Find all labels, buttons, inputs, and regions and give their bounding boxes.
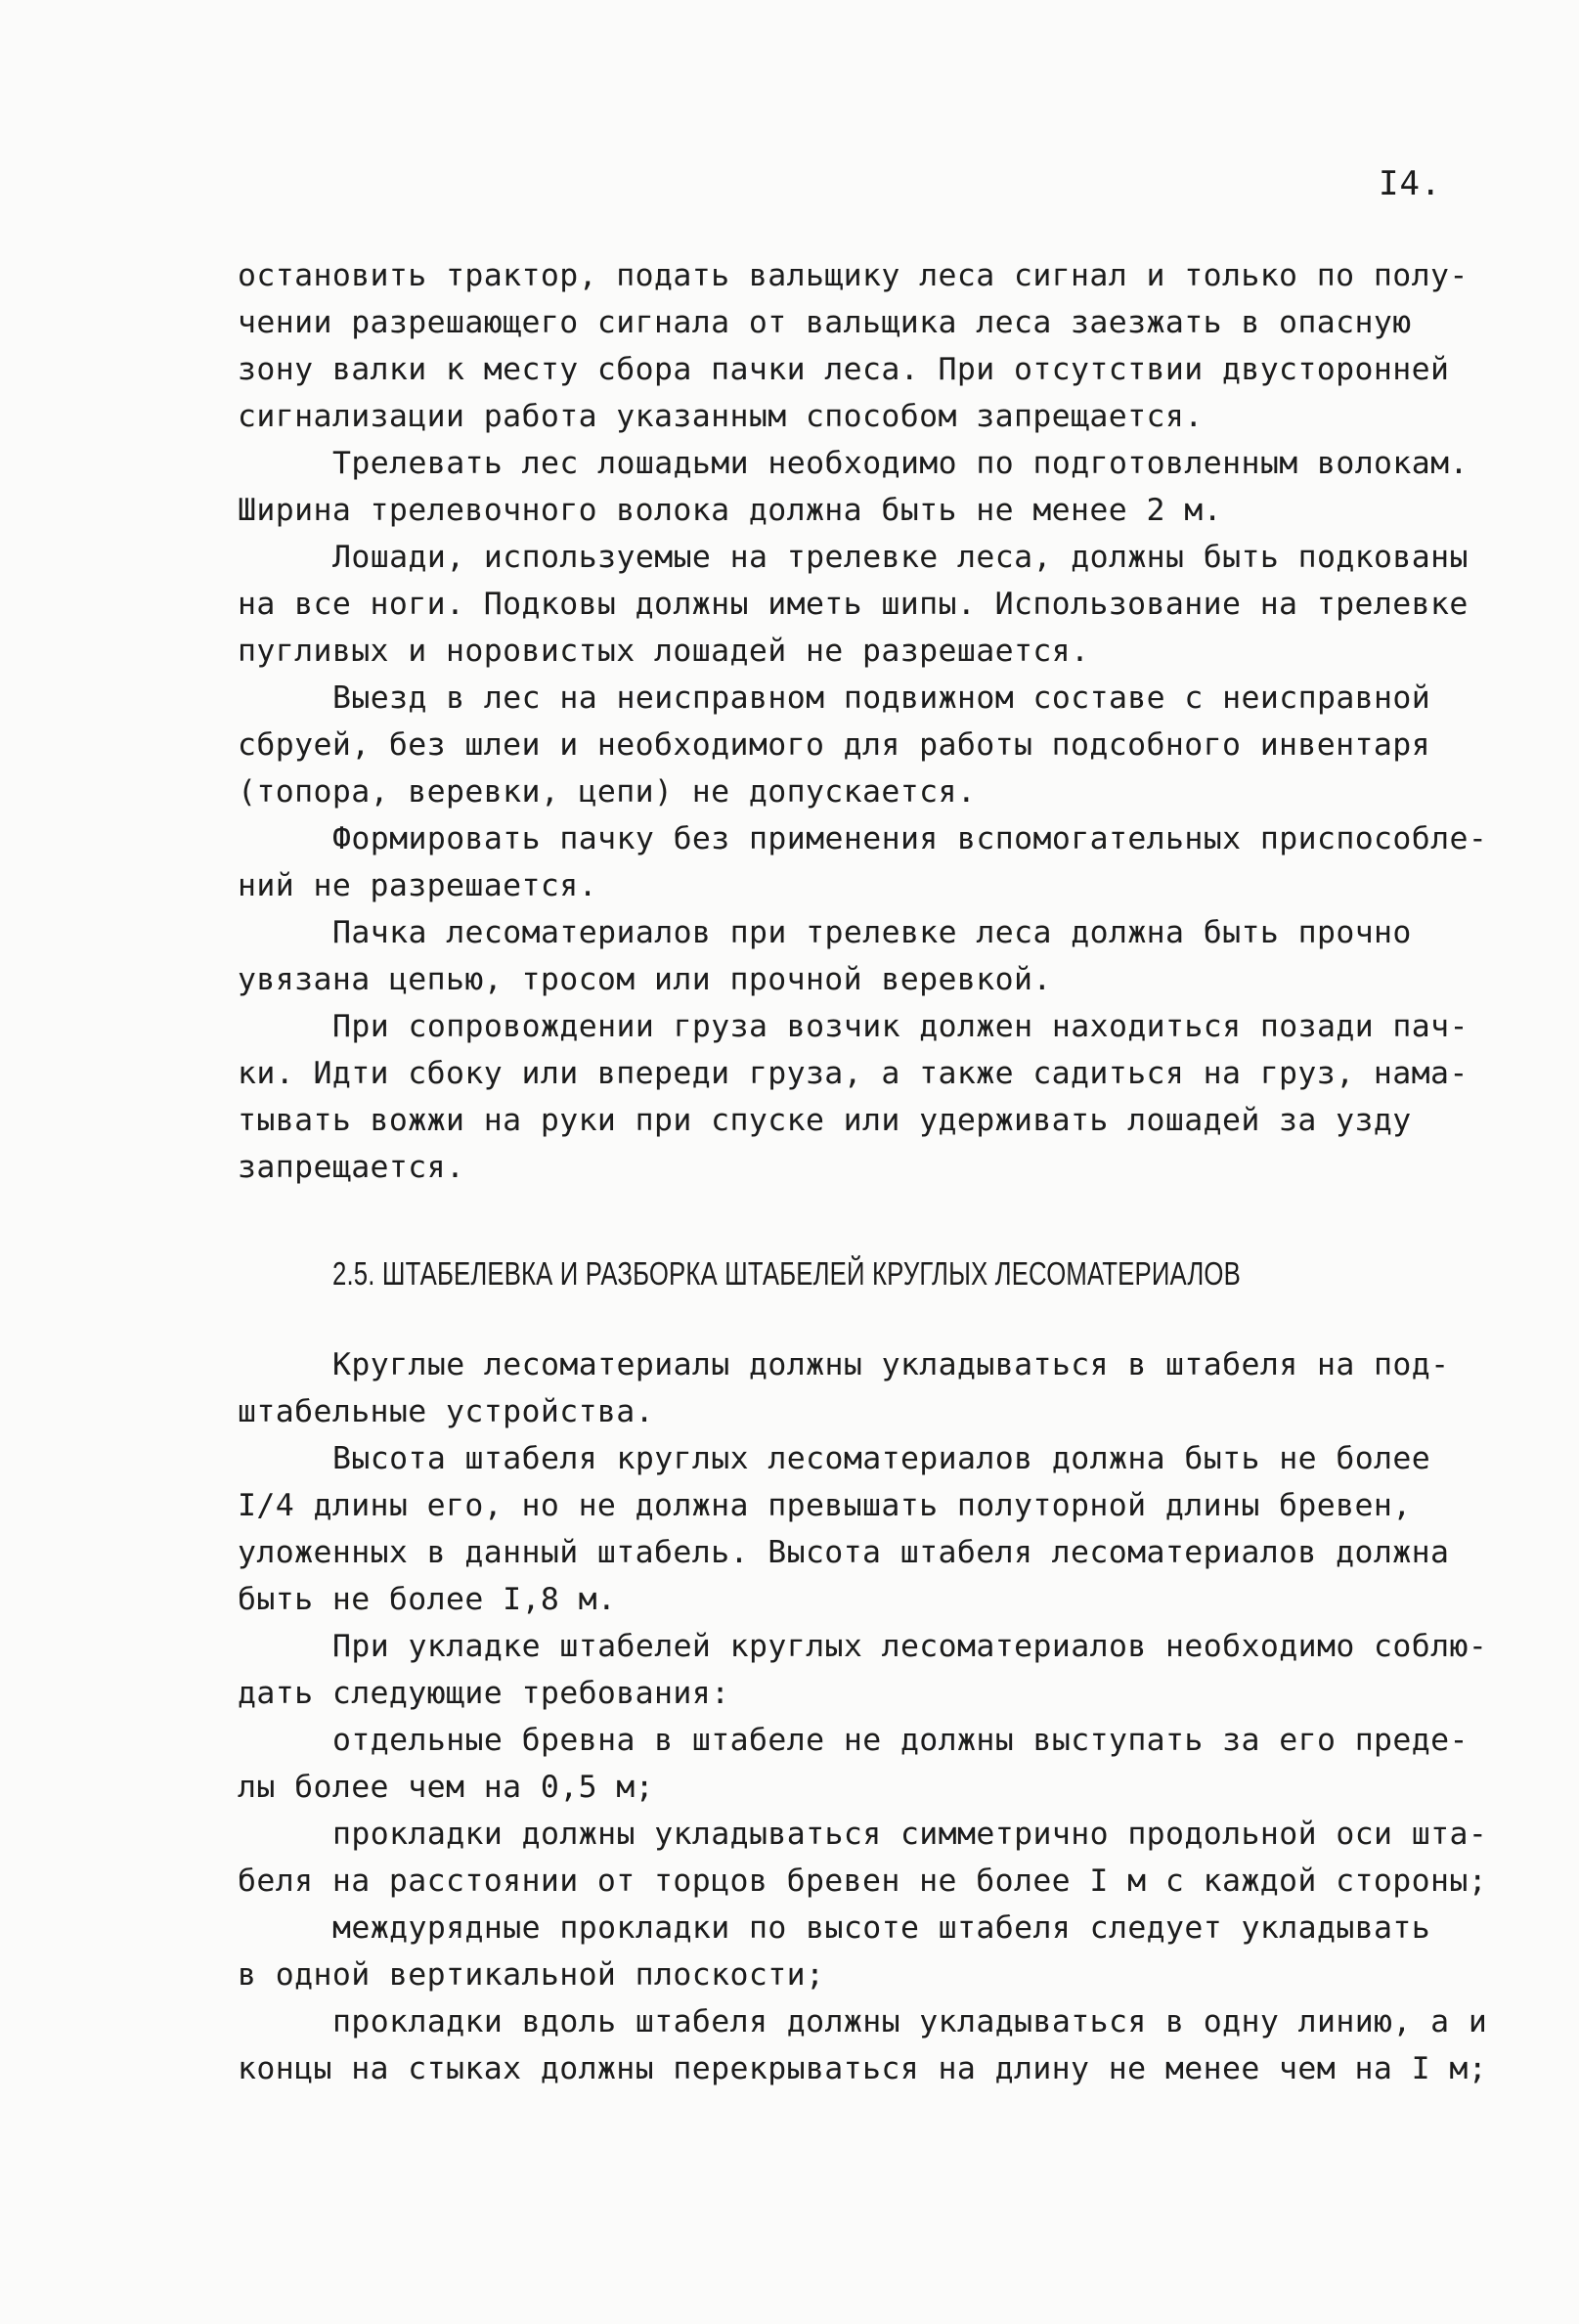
text-line: прокладки должны укладываться симметрично продольной оси шта- [332,1817,1488,1852]
page-number: I4. [1379,164,1442,203]
text-line: Лошади, используемые на трелевке леса, должны быть подкованы [332,540,1469,575]
section-heading: 2.5. ШТАБЕЛЕВКА И РАЗБОРКА ШТАБЕЛЕЙ КРУГЛЫХ ЛЕСОМАТЕРИАЛОВ [332,1255,1241,1292]
text-line: Пачка лесоматериалов при трелевке леса должна быть прочно [332,915,1412,950]
text-line: чении разрешающего сигнала от вальщика леса заезжать в опасную [238,305,1412,340]
text-line: Формировать пачку без применения вспомогательных приспособле- [332,821,1488,856]
text-line: остановить трактор, подать вальщику леса сигнал и только по полу- [238,258,1469,293]
text-line: сбруей, без шлеи и необходимого для работы подсобного инвентаря [238,727,1430,763]
text-line: отдельные бревна в штабеле не должны выступать за его преде- [332,1723,1469,1758]
text-line: междурядные прокладки по высоте штабеля следует укладывать [332,1910,1431,1946]
text-line: лы более чем на 0,5 м; [238,1770,655,1805]
text-line: Высота штабеля круглых лесоматериалов должна быть не более [332,1441,1431,1476]
text-line: концы на стыках должны перекрываться на длину не менее чем на I м; [238,2051,1488,2086]
text-line: прокладки вдоль штабеля должны укладываться в одну линию, а и [332,2004,1488,2039]
text-line: дать следующие требования: [238,1676,730,1711]
text-line: Круглые лесоматериалы должны укладываться в штабеля на под- [332,1347,1450,1382]
text-line: Трелевать лес лошадьми необходимо по подготовленным волокам. [332,446,1469,481]
text-line: быть не более I,8 м. [238,1582,617,1617]
text-line: на все ноги. Подковы должны иметь шипы. Использование на трелевке [238,587,1469,622]
text-line: Выезд в лес на неисправном подвижном составе с неисправной [332,680,1431,716]
text-line: пугливых и норовистых лошадей не разрешается. [238,634,1090,669]
text-line: увязана цепью, тросом или прочной веревкой. [238,962,1052,997]
text-line: штабельные устройства. [238,1394,655,1429]
text-line: запрещается. [238,1150,465,1185]
text-line: в одной вертикальной плоскости; [238,1957,825,1993]
text-line: уложенных в данный штабель. Высота штабеля лесоматериалов должна [238,1535,1450,1570]
text-line: беля на расстоянии от торцов бревен не более I м с каждой стороны; [238,1864,1488,1899]
text-line: ки. Идти сбоку или впереди груза, а также садиться на груз, нама- [238,1056,1469,1091]
text-line: При укладке штабелей круглых лесоматериалов необходимо соблю- [332,1629,1488,1664]
text-line: Ширина трелевочного волока должна быть не менее 2 м. [238,493,1222,528]
text-line: (топора, веревки, цепи) не допускается. [238,774,977,810]
text-line: тывать вожжи на руки при спуске или удерживать лошадей за узду [238,1103,1412,1138]
text-line: ний не разрешается. [238,868,597,903]
text-line: При сопровождении груза возчик должен находиться позади пач- [332,1009,1469,1044]
text-line: I/4 длины его, но не должна превышать полуторной длины бревен, [238,1488,1412,1523]
text-line: зону валки к месту сбора пачки леса. При отсутствии двусторонней [238,352,1450,387]
text-line: сигнализации работа указанным способом запрещается. [238,399,1204,434]
